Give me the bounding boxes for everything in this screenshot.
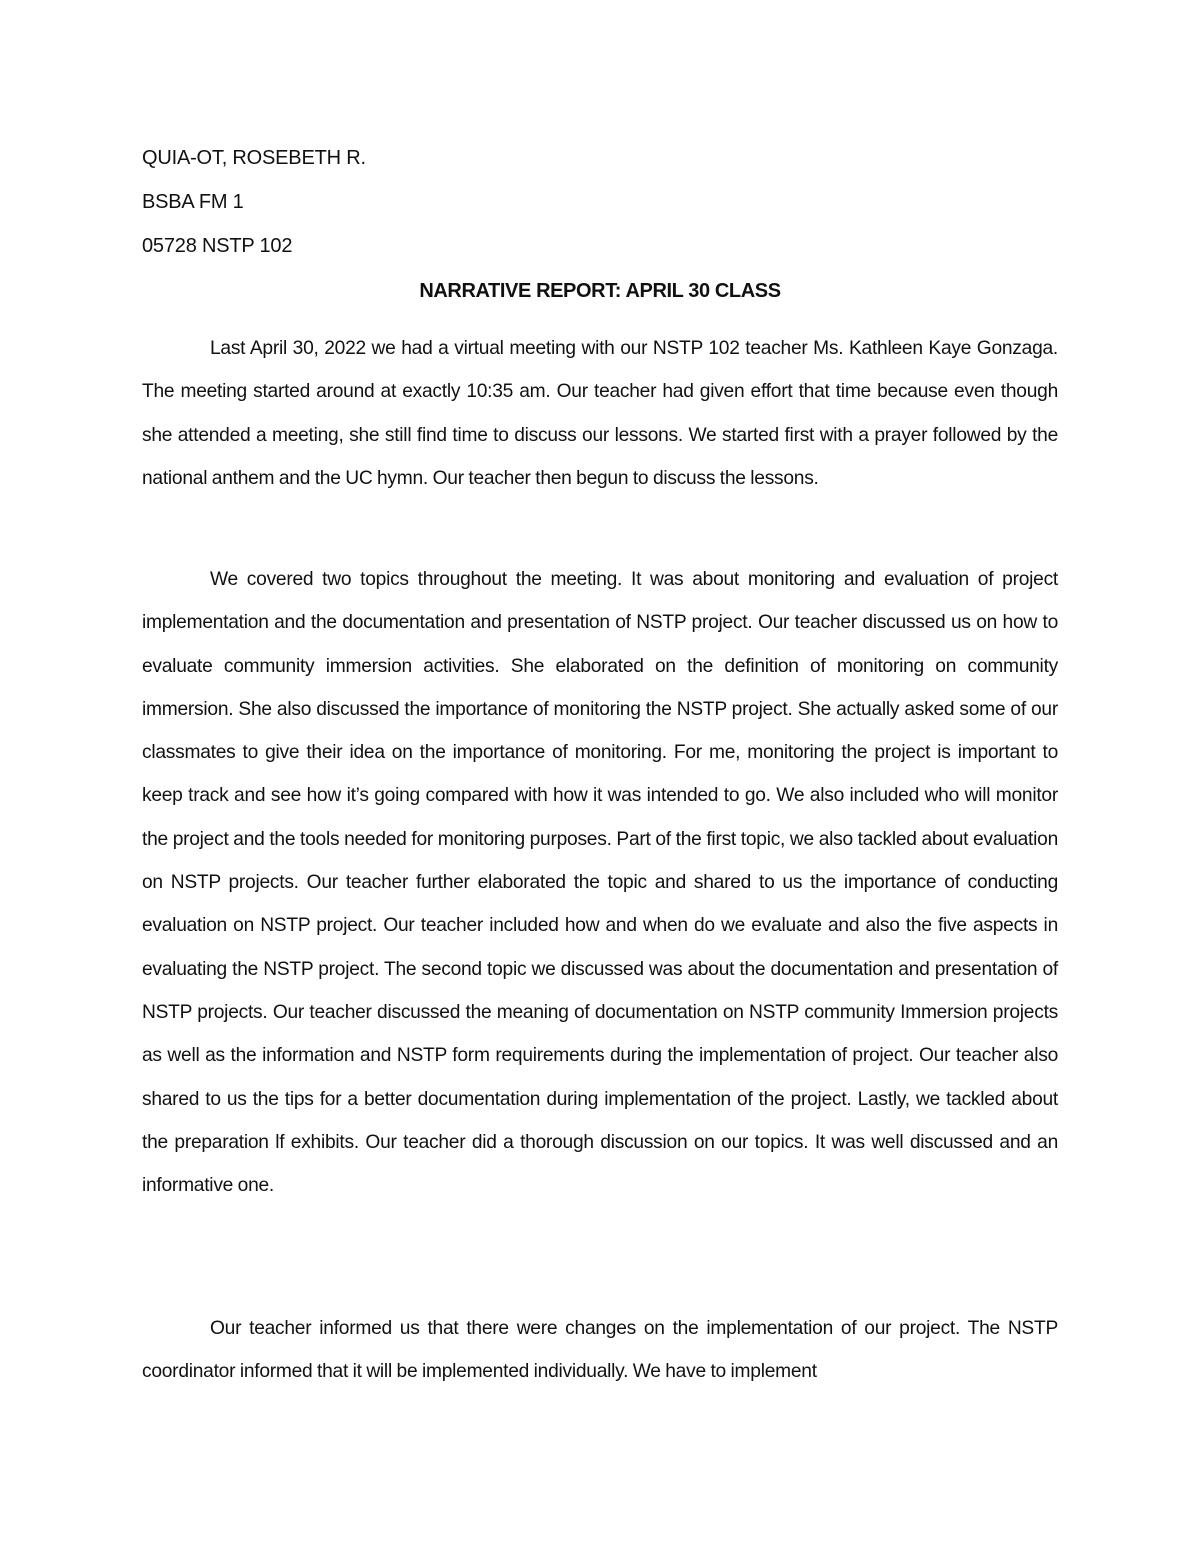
report-title: NARRATIVE REPORT: APRIL 30 CLASS	[419, 280, 781, 302]
subject-code: 05728 NSTP 102	[142, 235, 293, 257]
paragraph-intro: Last April 30, 2022 we had a virtual meeting with our NSTP 102 teacher Ms. Kathleen Kaye Gonzaga. The meeting started around at exactly 10:35 am. Our teacher had given effort that time because even though she attended a meeting, she still find time to discuss our lessons. We started first with a prayer followed by the national anthem and the UC hymn. Our teacher then begun to discuss the lessons.	[142, 338, 1058, 489]
student-name: QUIA-OT, ROSEBETH R.	[142, 147, 366, 169]
paragraph-topics: We covered two topics throughout the meeting. It was about monitoring and evaluation of project implementation and the documentation and presentation of NSTP project. Our teacher discussed us on how to evaluate community immersion activities. She elaborated on the definition of monitoring on community immersion. She also discussed the importance of monitoring the NSTP project. She actually asked some of our classmates to give their idea on the importance of monitoring. For me, monitoring the project is important to keep track and see how it’s going compared with how it was intended to go. We also included who will monitor the project and the tools needed for monitoring purposes. Part of the first topic, we also tackled about evaluation on NSTP projects. Our teacher further elaborated the topic and shared to us the importance of conducting evaluation on NSTP project. Our teacher included how and when do we evaluate and also the five aspects in evaluating the NSTP project. The second topic we discussed was about the documentation and presentation of NSTP projects. Our teacher discussed the meaning of documentation on NSTP community Immersion projects as well as the information and NSTP form requirements during the implementation of project. Our teacher also shared to us the tips for a better documentation during implementation of the project. Lastly, we tackled about the preparation lf exhibits. Our teacher did a thorough discussion on our topics. It was well discussed and an informative one.	[142, 569, 1058, 1197]
paragraph-changes: Our teacher informed us that there were changes on the implementation of our project. The NSTP coordinator informed that it will be implemented individually. We have to implement	[142, 1318, 1058, 1383]
student-course: BSBA FM 1	[142, 191, 244, 213]
